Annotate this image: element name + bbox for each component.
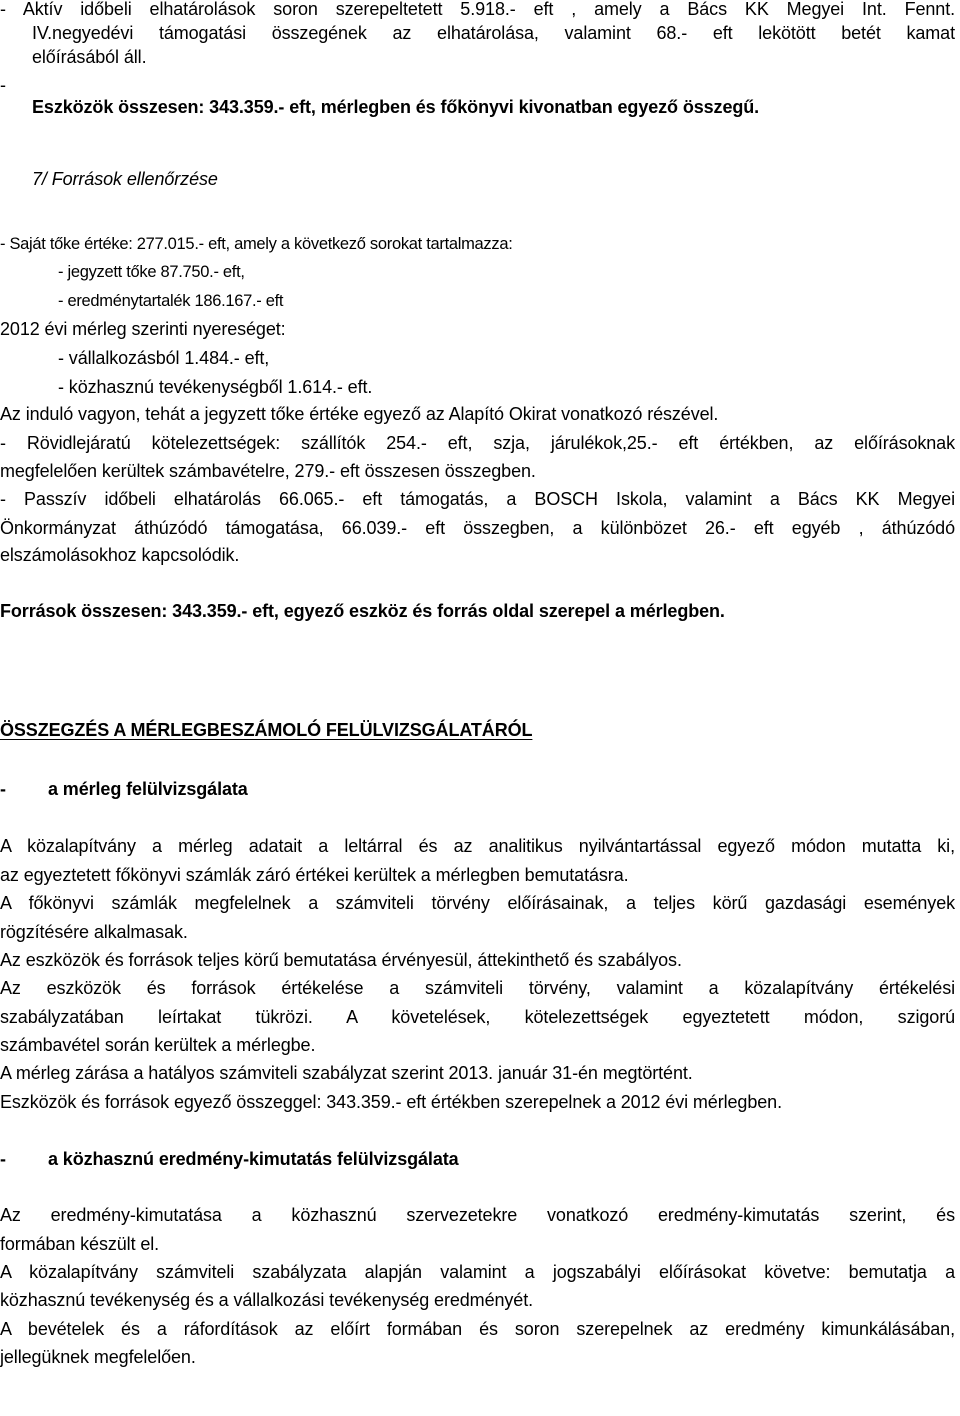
business-profit-line: - vállalkozásból 1.484.- eft, bbox=[58, 348, 270, 368]
balance-review-heading: a mérleg felülvizsgálata bbox=[48, 779, 248, 799]
income-q3-line-1: A bevételek és a ráfordítások az előírt formában és soron szerepelnek az eredmény kimunkálásában, bbox=[0, 1319, 955, 1339]
assets-line-2: IV.negyedévi támogatási összegének az elhatárolása, valamint 68.- eft lekötött betét kamat bbox=[32, 23, 955, 43]
balance-heading-dash: - bbox=[0, 779, 6, 799]
sources-heading: 7/ Források ellenőrzése bbox=[32, 169, 218, 189]
passive-accrual-line-2: Önkormányzat áthúzódó támogatása, 66.039.- eft összegben, a különbözet 26.- eft egyéb , áthúzódó bbox=[0, 518, 955, 538]
income-q1-line-2: formában készült el. bbox=[0, 1234, 160, 1254]
passive-accrual-line-3: elszámolásokhoz kapcsolódik. bbox=[0, 545, 240, 565]
equity-line: - Saját tőke értéke: 277.015.- eft, amely a következő sorokat tartalmazza: bbox=[0, 235, 513, 253]
summary-p2-line-2: rögzítésére alkalmasak. bbox=[0, 922, 188, 942]
retained-earnings-line: - eredménytartalék 186.167.- eft bbox=[58, 292, 284, 310]
sources-total: Források összesen: 343.359.- eft, egyező eszköz és forrás oldal szerepel a mérlegben. bbox=[0, 601, 725, 621]
summary-p4-line-2: szabályzatában leírtakat tükrözi. A követelések, kötelezettségek egyeztetett módon, szigorú bbox=[0, 1007, 955, 1027]
short-term-liabilities-line-2: megfelelően kerültek számbavételre, 279.- eft összesen összegben. bbox=[0, 461, 536, 481]
summary-p1-line-2: az egyeztetett főkönyvi számlák záró értékei kerültek a mérlegben bemutatásra. bbox=[0, 865, 629, 885]
assets-total: Eszközök összesen: 343.359.- eft, mérlegben és főkönyvi kivonatban egyező összegű. bbox=[32, 97, 760, 117]
income-q1-line-1: Az eredmény-kimutatása a közhasznú szervezetekre vonatkozó eredmény-kimutatás szerint, és bbox=[0, 1205, 955, 1225]
public-benefit-profit-line: - közhasznú tevékenységből 1.614.- eft. bbox=[58, 377, 373, 397]
summary-p1-line-1: A közalapítvány a mérleg adatait a leltárral és az analitikus nyilvántartással egyező módon mutatta ki, bbox=[0, 836, 955, 856]
short-term-liabilities-line-1: - Rövidlejáratú kötelezettségek: szállítók 254.- eft, szja, járulékok,25.- eft értékben, az előírásoknak bbox=[0, 433, 955, 453]
initial-assets-line: Az induló vagyon, tehát a jegyzett tőke értéke egyező az Alapító Okirat vonatkozó részével. bbox=[0, 404, 719, 424]
income-statement-review-heading: a közhasznú eredmény-kimutatás felülvizsgálata bbox=[48, 1149, 459, 1169]
summary-p3: Az eszközök és források teljes körű bemutatása érvényesül, áttekinthető és szabályos. bbox=[0, 950, 682, 970]
summary-title: ÖSSZEGZÉS A MÉRLEGBESZÁMOLÓ FELÜLVIZSGÁLATÁRÓL bbox=[0, 720, 533, 740]
income-q2-line-1: A közalapítvány számviteli szabályzata alapján valamint a jogszabályi előírásokat követve: bemutatja a bbox=[0, 1262, 955, 1282]
summary-p6: Eszközök és források egyező összeggel: 343.359.- eft értékben szerepelnek a 2012 évi mérlegben. bbox=[0, 1092, 782, 1112]
income-heading-dash: - bbox=[0, 1149, 6, 1169]
summary-p4-line-3: számbavétel során kerültek a mérlegbe. bbox=[0, 1035, 316, 1055]
assets-line-3: előírásából áll. bbox=[32, 47, 147, 67]
summary-p4-line-1: Az eszközök és források értékelése a számviteli törvény, valamint a közalapítvány értékelési bbox=[0, 978, 955, 998]
subscribed-capital-line: - jegyzett tőke 87.750.- eft, bbox=[58, 263, 245, 281]
assets-line-1: - Aktív időbeli elhatárolások soron szerepeltetett 5.918.- eft , amely a Bács KK Megyei Int. Fennt. bbox=[0, 0, 955, 19]
profit-2012-line: 2012 évi mérleg szerinti nyereséget: bbox=[0, 319, 286, 339]
summary-p5: A mérleg zárása a hatályos számviteli szabályzat szerint 2013. január 31-én megtörtént. bbox=[0, 1063, 693, 1083]
passive-accrual-line-1: - Passzív időbeli elhatárolás 66.065.- eft támogatás, a BOSCH Iskola, valamint a Bács KK Megyei bbox=[0, 489, 955, 509]
summary-p2-line-1: A főkönyvi számlák megfelelnek a számviteli törvény előírásainak, a teljes körű gazdasági események bbox=[0, 893, 955, 913]
assets-line-4: - bbox=[0, 75, 6, 95]
income-q3-line-2: jellegüknek megfelelően. bbox=[0, 1347, 196, 1367]
income-q2-line-2: közhasznú tevékenység és a vállalkozási tevékenység eredményét. bbox=[0, 1290, 534, 1310]
